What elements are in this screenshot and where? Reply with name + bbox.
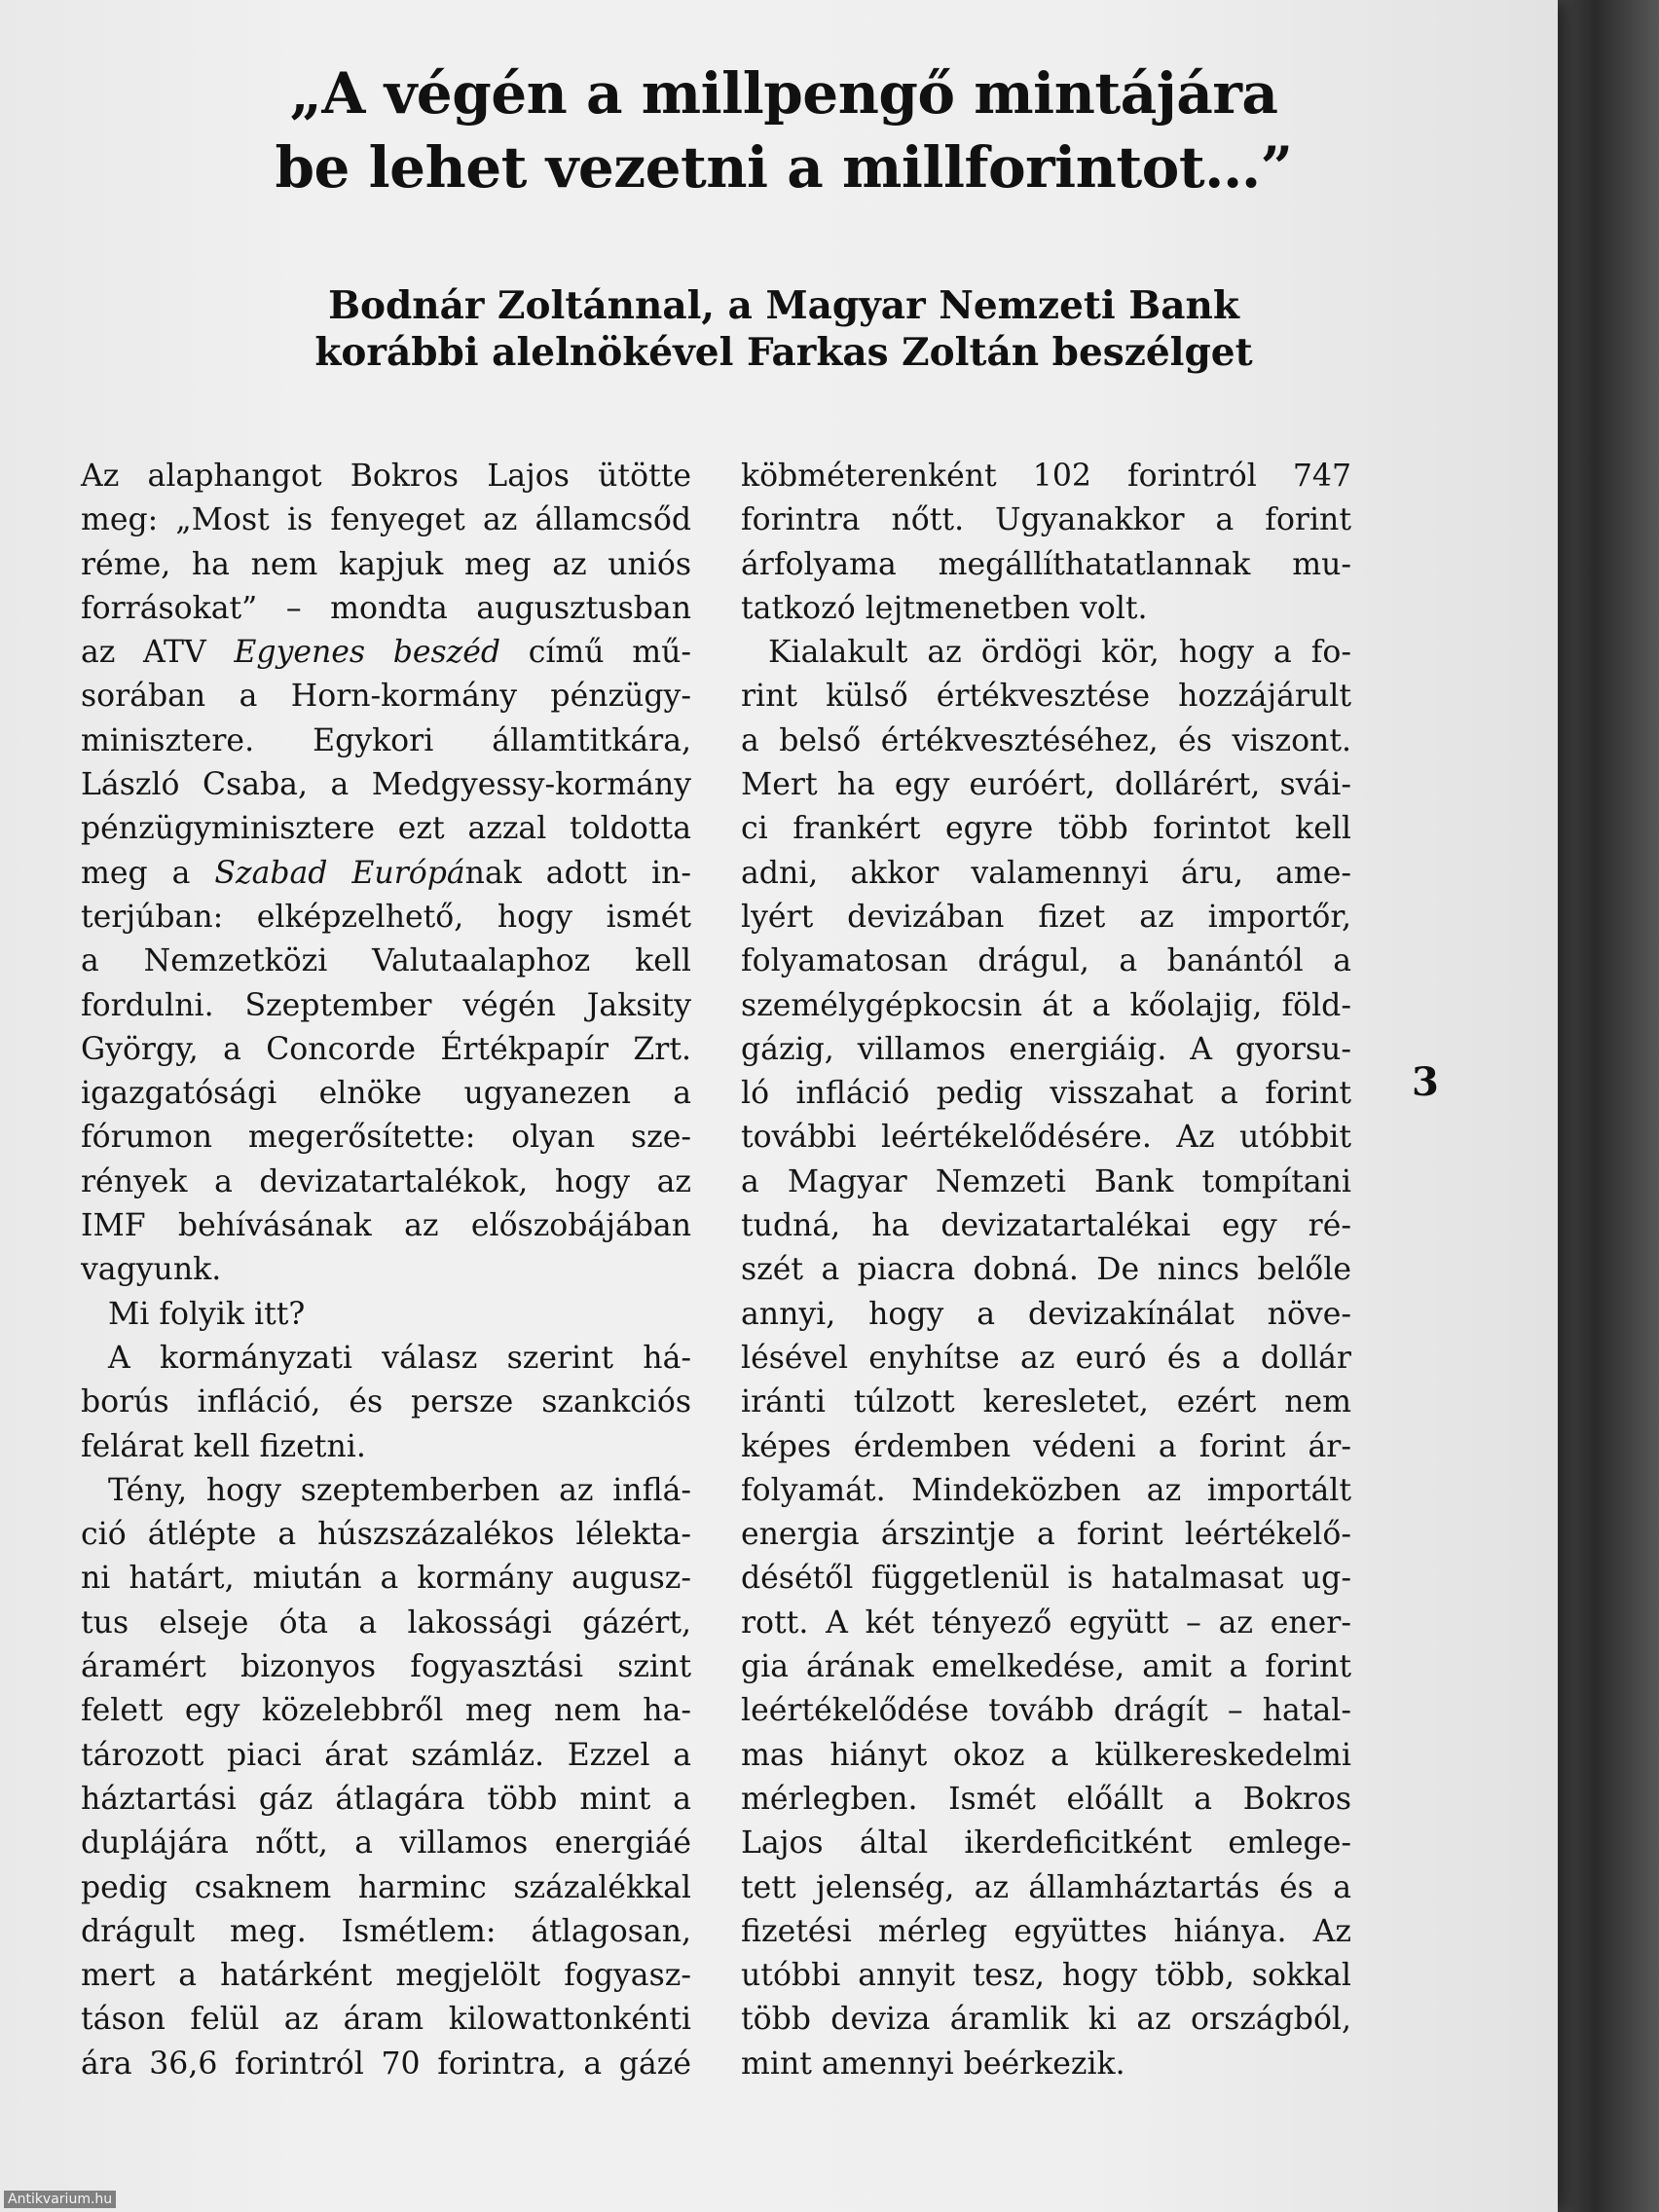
text-line [741, 1028, 1351, 1072]
text-run: energia árszintje a forint leértékelő- [741, 1517, 1351, 1553]
text-run: nak adott in- [464, 855, 691, 891]
text-run: Lajos által ikerdeficitként emlege- [741, 1825, 1351, 1862]
article-subtitle [78, 282, 1490, 376]
text-run: táson felül az áram kilowattonkénti [81, 2002, 691, 2038]
text-run: ára 36,6 forintról 70 forintra, a gázé [81, 2046, 691, 2082]
text-line [741, 1689, 1351, 1733]
text-line [81, 587, 691, 631]
text-line [741, 1381, 1351, 1424]
text-run: háztartási gáz átlagára több mint a [81, 1781, 691, 1817]
text-run: Kialakult az ördögi kör, hogy a fo- [768, 635, 1351, 671]
text-line [81, 1204, 691, 1248]
text-run: meg a [81, 855, 215, 891]
watermark: Antikvarium.hu [4, 2191, 116, 2208]
text-run: László Csaba, a Medgyessy-kormány [81, 767, 691, 803]
text-line [741, 1557, 1351, 1601]
right-text-column [741, 455, 1351, 2086]
text-run: IMF behívásának az előszobájában [81, 1208, 691, 1244]
text-run: leértékelődése tovább drágít – hatal- [741, 1693, 1351, 1729]
text-run: ció átlépte a húszszázalékos lélekta- [81, 1517, 691, 1553]
text-run: több deviza áramlik ki az országból, [741, 2002, 1351, 2038]
text-line [81, 1954, 691, 1998]
text-run: forrásokat” – mondta augusztusban [81, 590, 691, 626]
text-line [741, 1161, 1351, 1204]
text-line [81, 984, 691, 1028]
text-run: fórumon megerősítette: olyan sze- [81, 1120, 691, 1156]
text-run: drágult meg. Ismétlem: átlagosan, [81, 1913, 691, 1949]
text-line [741, 1116, 1351, 1160]
text-line [81, 1998, 691, 2042]
text-run: réme, ha nem kapjuk meg az uniós [81, 546, 691, 582]
text-run: tett jelenség, az államháztartás és a [741, 1869, 1351, 1905]
text-run: tározott piaci árat számláz. Ezzel a [81, 1737, 691, 1773]
text-run: lyért devizában fizet az importőr, [741, 899, 1351, 935]
text-run: a Nemzetközi Valutaalaphoz kell [81, 943, 691, 979]
text-run: iránti túlzott keresletet, ezért nem [741, 1384, 1351, 1420]
title-line: be lehet vezetni a millforintot…” [275, 134, 1293, 201]
text-run: rint külső értékvesztése hozzájárult [741, 679, 1351, 715]
text-run: árfolyama megállíthatatlannak mu- [741, 546, 1351, 582]
text-run: rények a devizatartalékok, hogy az [81, 1163, 691, 1199]
text-run: szét a piacra dobná. De nincs belőle [741, 1252, 1351, 1288]
text-line [81, 2043, 691, 2086]
text-line [81, 1161, 691, 1204]
text-line [741, 1072, 1351, 1116]
text-line [81, 940, 691, 983]
text-run: annyi, hogy a devizakínálat növe- [741, 1296, 1351, 1332]
text-line [741, 1293, 1351, 1337]
text-run: mérlegben. Ismét előállt a Bokros [741, 1781, 1351, 1817]
text-line [741, 1337, 1351, 1381]
text-line [81, 1557, 691, 1601]
text-run: című mű- [500, 635, 692, 671]
text-line [741, 1954, 1351, 1998]
text-run: pénzügyminisztere ezt azzal toldotta [81, 811, 691, 847]
text-line [81, 1116, 691, 1160]
text-line [741, 675, 1351, 719]
text-line [741, 1734, 1351, 1778]
text-line [81, 675, 691, 719]
text-run: vagyunk. [81, 1252, 222, 1288]
text-run: György, a Concorde Értékpapír Zrt. [81, 1031, 691, 1067]
text-line [81, 1337, 691, 1381]
text-line [741, 1513, 1351, 1557]
text-line [81, 1248, 691, 1292]
text-line [81, 719, 691, 763]
text-run: felett egy közelebbről meg nem ha- [81, 1693, 691, 1729]
text-line [81, 1425, 691, 1469]
text-run: Mert ha egy euróért, dollárért, svái- [741, 767, 1351, 803]
text-line [81, 1602, 691, 1645]
text-line [741, 587, 1351, 631]
text-run: gázig, villamos energiáig. A gyorsu- [741, 1031, 1351, 1067]
text-run: terjúban: elképzelhető, hogy ismét [81, 899, 691, 935]
article-title [78, 56, 1490, 204]
text-run: fizetési mérleg együttes hiánya. Az [741, 1913, 1351, 1949]
text-line [81, 1778, 691, 1822]
subtitle-line: korábbi alelnökével Farkas Zoltán beszélget [314, 330, 1253, 375]
text-run: a belső értékvesztéséhez, és viszont. [741, 722, 1351, 758]
text-run: tus elseje óta a lakossági gázért, [81, 1604, 691, 1641]
text-run: A kormányzati válasz szerint há- [108, 1340, 691, 1376]
text-run: utóbbi annyit tesz, hogy több, sokkal [741, 1958, 1351, 1994]
text-run: rott. A két tényező együtt – az ener- [741, 1604, 1351, 1641]
text-line [81, 631, 691, 675]
text-line [81, 763, 691, 807]
text-run: áramért bizonyos fogyasztási szint [81, 1649, 691, 1685]
text-run: folyamát. Mindeközben az importált [741, 1472, 1351, 1508]
text-run: folyamatosan drágul, a banántól a [741, 943, 1351, 979]
text-run: tudná, ha devizatartalékai egy ré- [741, 1208, 1351, 1244]
text-line [81, 455, 691, 498]
page-number: 3 [1412, 1059, 1439, 1105]
text-line [741, 719, 1351, 763]
text-line [741, 1998, 1351, 2042]
title-line: „A végén a millpengő mintájára [289, 60, 1278, 127]
text-line [741, 1204, 1351, 1248]
text-line [81, 1910, 691, 1954]
text-line [741, 984, 1351, 1028]
text-line [741, 807, 1351, 851]
left-text-column [81, 455, 691, 2086]
text-run: ni határt, miután a kormány augusz- [81, 1561, 691, 1597]
text-line [81, 1072, 691, 1116]
text-line [81, 498, 691, 542]
text-run: meg: „Most is fenyeget az államcsőd [81, 502, 691, 538]
text-run: mas hiányt okoz a külkereskedelmi [741, 1737, 1351, 1773]
text-line [81, 807, 691, 851]
text-line [81, 1822, 691, 1865]
text-run: mert a határként megjelölt fogyasz- [81, 1958, 691, 1994]
text-line [741, 455, 1351, 498]
text-line [81, 1689, 691, 1733]
text-run: ci frankért egyre több forintot kell [741, 811, 1351, 847]
text-run: lésével enyhítse az euró és a dollár [741, 1340, 1351, 1376]
text-run: Tény, hogy szeptemberben az inflá- [108, 1472, 691, 1508]
text-run: ló infláció pedig visszahat a forint [741, 1076, 1351, 1112]
text-run: désétől függetlenül is hatalmasat ug- [741, 1561, 1351, 1597]
text-line [741, 1602, 1351, 1645]
text-line [81, 1293, 691, 1337]
text-line [741, 1248, 1351, 1292]
text-run: az ATV [81, 635, 235, 671]
text-line [81, 852, 691, 896]
subtitle-line: Bodnár Zoltánnal, a Magyar Nemzeti Bank [328, 283, 1239, 328]
text-line [741, 896, 1351, 940]
text-line [81, 1469, 691, 1513]
text-line [741, 1469, 1351, 1513]
text-run: tatkozó lejtmenetben volt. [741, 590, 1148, 626]
text-run: személygépkocsin át a kőolajig, föld- [741, 987, 1351, 1023]
text-line [741, 1822, 1351, 1865]
text-line [741, 1910, 1351, 1954]
text-line [741, 1778, 1351, 1822]
text-line [741, 940, 1351, 983]
text-line [741, 1645, 1351, 1689]
text-line [741, 631, 1351, 675]
text-run: forintra nőtt. Ugyanakkor a forint [741, 502, 1351, 538]
text-line [81, 1866, 691, 1910]
text-line [741, 1425, 1351, 1469]
text-run: mint amennyi beérkezik. [741, 2046, 1125, 2082]
text-line [81, 543, 691, 587]
text-run: sorában a Horn-kormány pénzügy- [81, 679, 691, 715]
text-run: Az alaphangot Bokros Lajos ütötte [81, 459, 691, 494]
text-line [81, 1734, 691, 1778]
text-run: adni, akkor valamennyi áru, ame- [741, 855, 1351, 891]
text-line [741, 852, 1351, 896]
text-run: további leértékelődésére. Az utóbbit [741, 1120, 1351, 1156]
italic-title: Egyenes beszéd [234, 635, 501, 671]
text-line [741, 543, 1351, 587]
text-run: felárat kell fizetni. [81, 1428, 366, 1464]
text-run: pedig csaknem harminc százalékkal [81, 1869, 691, 1905]
page-edge-shadow [1552, 0, 1659, 2212]
text-line [741, 2043, 1351, 2086]
text-run: fordulni. Szeptember végén Jaksity [81, 987, 691, 1023]
text-line [81, 1645, 691, 1689]
text-run: borús infláció, és persze szankciós [81, 1384, 691, 1420]
text-line [741, 763, 1351, 807]
text-line [741, 1866, 1351, 1910]
text-line [81, 896, 691, 940]
text-run: köbméterenként 102 forintról 747 [741, 459, 1351, 494]
text-run: duplájára nőtt, a villamos energiáé [81, 1825, 691, 1862]
text-line [81, 1028, 691, 1072]
text-run: Mi folyik itt? [108, 1296, 306, 1332]
text-run: képes érdemben védeni a forint ár- [741, 1428, 1351, 1464]
text-line [741, 498, 1351, 542]
text-run: a Magyar Nemzeti Bank tompítani [741, 1163, 1351, 1199]
text-run: gia árának emelkedése, amit a forint [741, 1649, 1351, 1685]
text-line [81, 1381, 691, 1424]
text-run: minisztere. Egykori államtitkára, [81, 722, 691, 758]
text-run: igazgatósági elnöke ugyanezen a [81, 1076, 691, 1112]
italic-title: Szabad Európá [214, 855, 465, 891]
text-line [81, 1513, 691, 1557]
